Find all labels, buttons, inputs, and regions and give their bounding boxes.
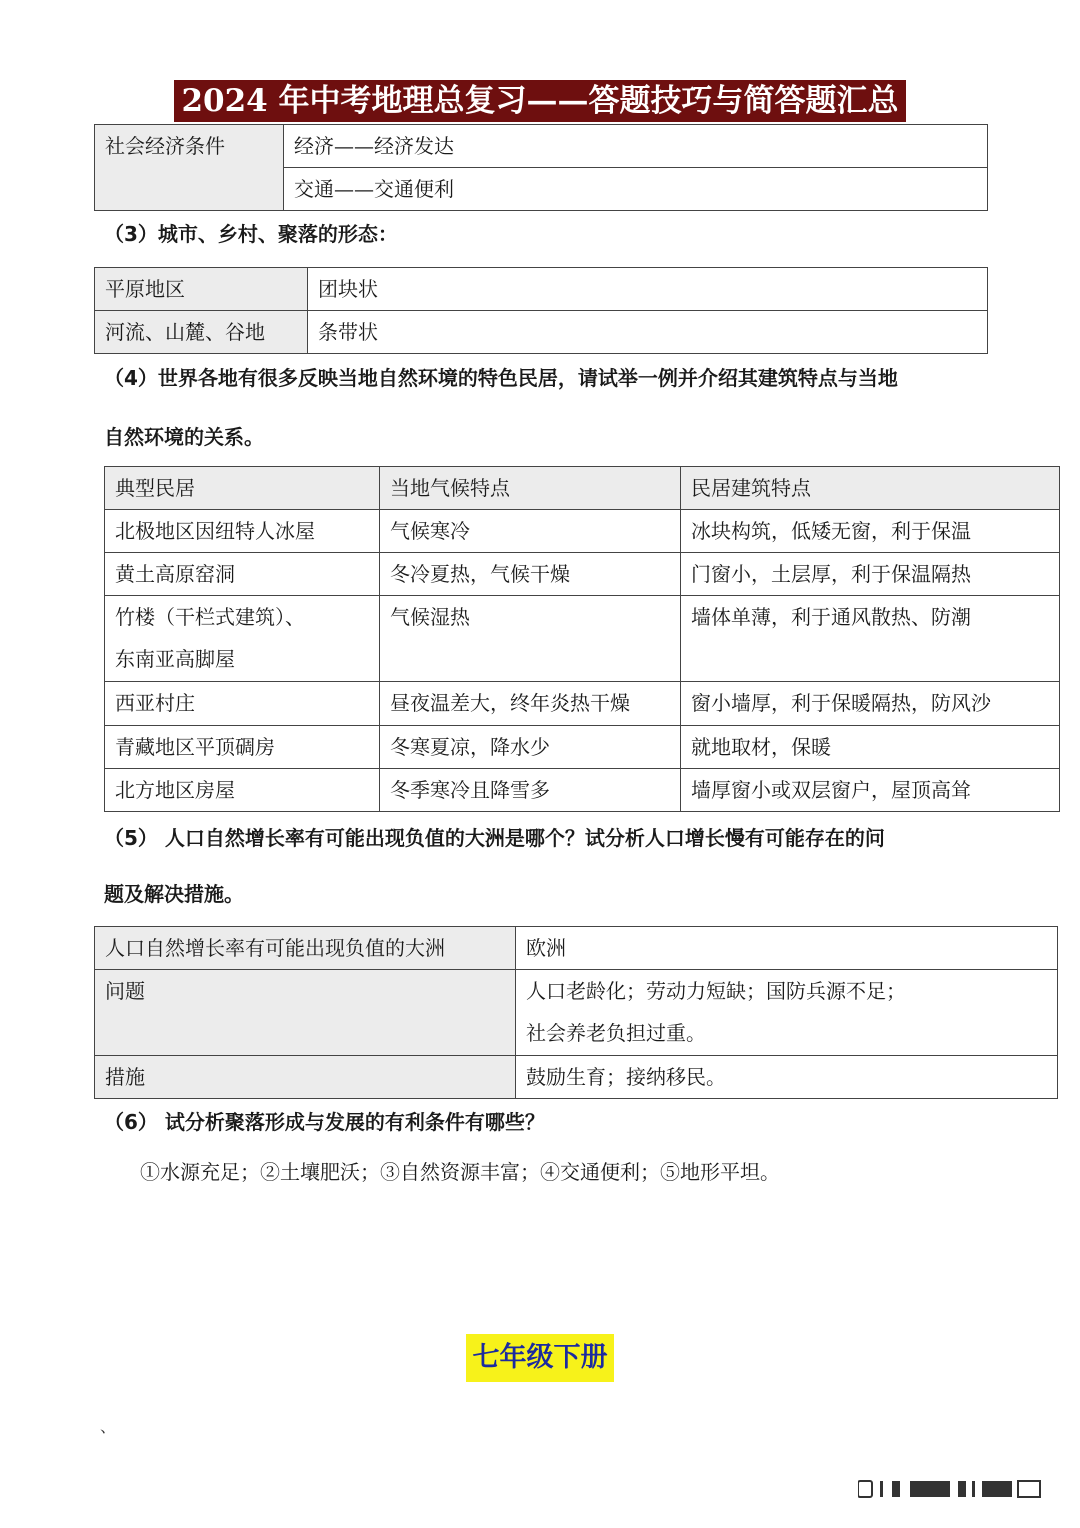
table3-cell: 北极地区因纽特人冰屋 (105, 510, 380, 553)
table2-cell: 条带状 (308, 311, 988, 354)
table3-cell: 门窗小，土层厚，利于保温隔热 (681, 553, 1060, 596)
social-economic-table (94, 124, 988, 211)
table1-row-transport: 交通——交通便利 (284, 168, 988, 211)
table1-row-economy: 经济——经济发达 (284, 125, 988, 168)
question-4-line1: （4）世界各地有很多反映当地自然环境的特色民居，请试举一例并介绍其建筑特点与当地 (104, 366, 898, 390)
table4-cell: 人口自然增长率有可能出现负值的大洲 (95, 927, 516, 970)
stray-mark: 、 (100, 1417, 117, 1436)
settlement-shape-table (94, 267, 988, 354)
question-3: （3）城市、乡村、聚落的形态： (104, 222, 398, 246)
table4-cell: 问题 (95, 970, 516, 1056)
table3-cell: 黄土高原窑洞 (105, 553, 380, 596)
table3-header: 民居建筑特点 (681, 467, 1060, 510)
table3-header: 典型民居 (105, 467, 380, 510)
question-5-line2: 题及解决措施。 (104, 882, 244, 906)
table2-cell: 平原地区 (95, 268, 308, 311)
table3-cell: 昼夜温差大，终年炎热干燥 (380, 682, 681, 726)
question-4-line2: 自然环境的关系。 (104, 425, 264, 449)
table3-cell (105, 596, 380, 682)
table3-cell: 北方地区房屋 (105, 769, 380, 812)
table3-cell: 墙体单薄，利于通风散热、防潮 (681, 596, 1060, 682)
question-6-answer: ①水源充足；②土壤肥沃；③自然资源丰富；④交通便利；⑤地形平坦。 (140, 1160, 780, 1184)
watermark-icon (858, 1478, 1058, 1500)
question-5-line1: （5） 人口自然增长率有可能出现负值的大洲是哪个？试分析人口增长慢有可能存在的问 (104, 826, 885, 850)
table3-cell-line1: 竹楼（干栏式建筑）、 (115, 605, 305, 629)
table4-problems-line1: 人口老龄化；劳动力短缺；国防兵源不足； (526, 979, 906, 1003)
table3-cell: 冬冷夏热，气候干燥 (380, 553, 681, 596)
table4-cell: 鼓励生育；接纳移民。 (516, 1056, 1058, 1099)
page-title: 2024 年中考地理总复习——答题技巧与简答题汇总 (174, 80, 906, 122)
population-table (94, 926, 1058, 1099)
table3-cell: 就地取材，保暖 (681, 726, 1060, 769)
table3-cell: 西亚村庄 (105, 682, 380, 726)
dwelling-table (104, 466, 1060, 812)
table4-problems-line2: 社会养老负担过重。 (526, 1021, 706, 1045)
table3-cell: 冰块构筑，低矮无窗，利于保温 (681, 510, 1060, 553)
grade-heading: 七年级下册 (466, 1334, 614, 1382)
table3-cell: 青藏地区平顶碉房 (105, 726, 380, 769)
table3-cell: 冬寒夏凉，降水少 (380, 726, 681, 769)
watermark-logo (858, 1478, 1058, 1506)
table3-cell: 冬季寒冷且降雪多 (380, 769, 681, 812)
question-6: （6） 试分析聚落形成与发展的有利条件有哪些？ (104, 1110, 545, 1134)
table3-cell: 窗小墙厚，利于保暖隔热，防风沙 (681, 682, 1060, 726)
table1-label: 社会经济条件 (95, 125, 284, 211)
table3-cell: 墙厚窗小或双层窗户，屋顶高耸 (681, 769, 1060, 812)
table3-cell: 气候湿热 (380, 596, 681, 682)
table4-cell: 欧洲 (516, 927, 1058, 970)
table3-cell: 气候寒冷 (380, 510, 681, 553)
table2-cell: 团块状 (308, 268, 988, 311)
table3-header: 当地气候特点 (380, 467, 681, 510)
table2-cell: 河流、山麓、谷地 (95, 311, 308, 354)
table4-cell: 措施 (95, 1056, 516, 1099)
table4-cell (516, 970, 1058, 1056)
table3-cell-line2: 东南亚高脚屋 (115, 647, 235, 671)
